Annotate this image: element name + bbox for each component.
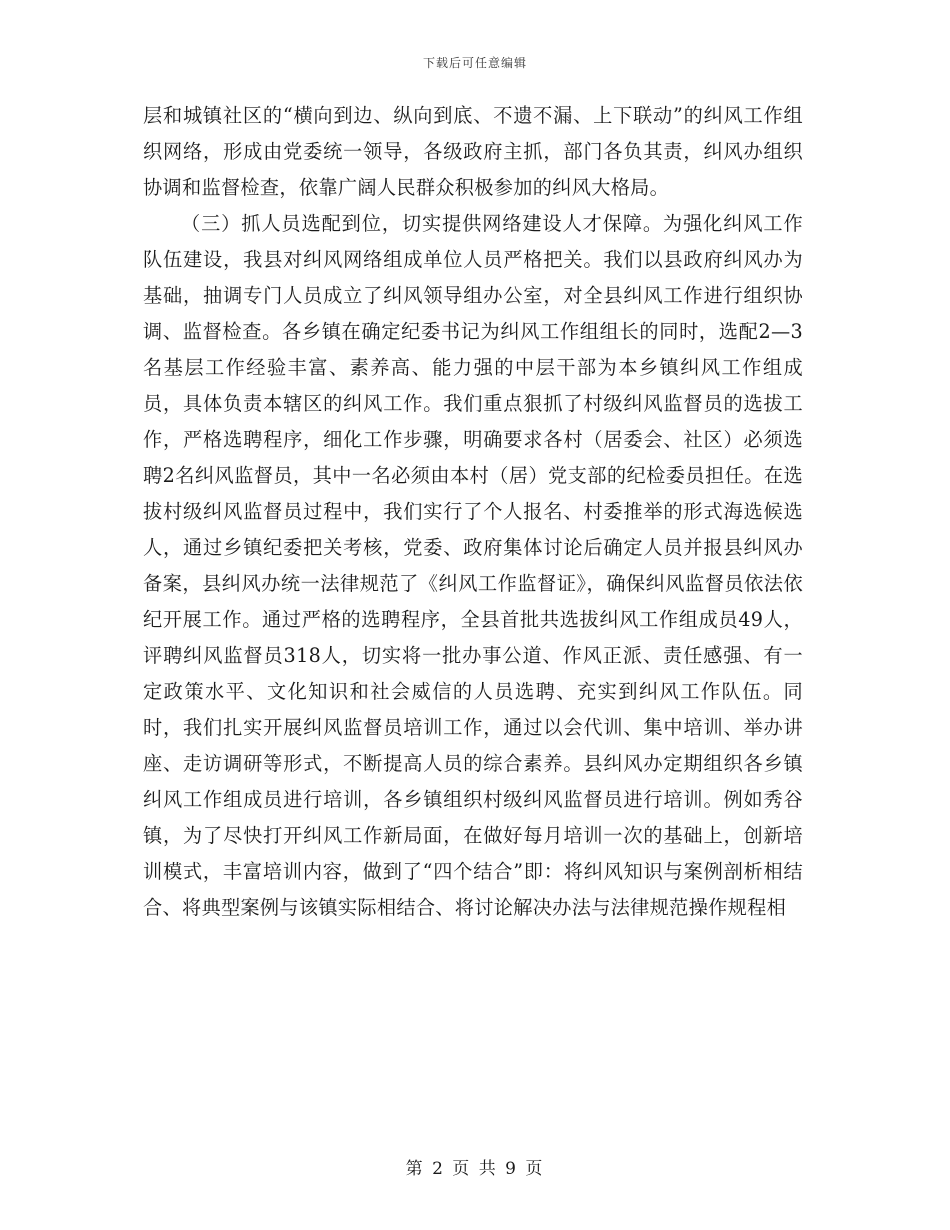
page-number-footer: 第 2 页 共 9 页 xyxy=(405,1159,545,1179)
paragraph-continuation: 层和城镇社区的“横向到边、纵向到底、不遗不漏、上下联动”的纠风工作组织网络，形成由党委统一领导，各级政府主抓，部门各负其责，纠风办组织协调和监督检查，依靠广阔人民群众积极参加的纠风大格局。 xyxy=(143,104,803,199)
document-body xyxy=(143,98,803,926)
page-header-note: 下载后可任意编辑 xyxy=(422,56,527,70)
paragraph-section-three: （三）抓人员选配到位，切实提供网络建设人才保障。为强化纠风工作队伍建设，我县对纠风网络组成单位人员严格把关。我们以县政府纠风办为基础，抽调专门人员成立了纠风领导组办公室，对全县纠风工作进行组织协调、监督检查。各乡镇在确定纪委书记为纠风工作组组长的同时，选配2—3名基层工作经验丰富、素养高、能力强的中层干部为本乡镇纠风工作组成员，具体负责本辖区的纠风工作。我们重点狠抓了村级纠风监督员的选拔工作，严格选聘程序，细化工作步骤，明确要求各村（居委会、社区）必须选聘2名纠风监督员，其中一名必须由本村（居）党支部的纪检委员担任。在选拔村级纠风监督员过程中，我们实行了个人报名、村委推举的形式海选候选人，通过乡镇纪委把关考核，党委、政府集体讨论后确定人员并报县纠风办备案，县纠风办统一法律规范了《纠风工作监督证》，确保纠风监督员依法依纪开展工作。通过严格的选聘程序，全县首批共选拔纠风工作组成员49人，评聘纠风监督员318人，切实将一批办事公道、作风正派、责任感强、有一定政策水平、文化知识和社会威信的人员选聘、充实到纠风工作队伍。同时，我们扎实开展纠风监督员培训工作，通过以会代训、集中培训、举办讲座、走访调研等形式，不断提高人员的综合素养。县纠风办定期组织各乡镇纠风工作组成员进行培训，各乡镇组织村级纠风监督员进行培训。例如秀谷镇，为了尽快打开纠风工作新局面，在做好每月培训一次的基础上，创新培训模式，丰富培训内容，做到了“四个结合”即：将纠风知识与案例剖析相结合、将典型案例与该镇实际相结合、将讨论解决办法与法律规范操作规程相 xyxy=(143,212,803,919)
